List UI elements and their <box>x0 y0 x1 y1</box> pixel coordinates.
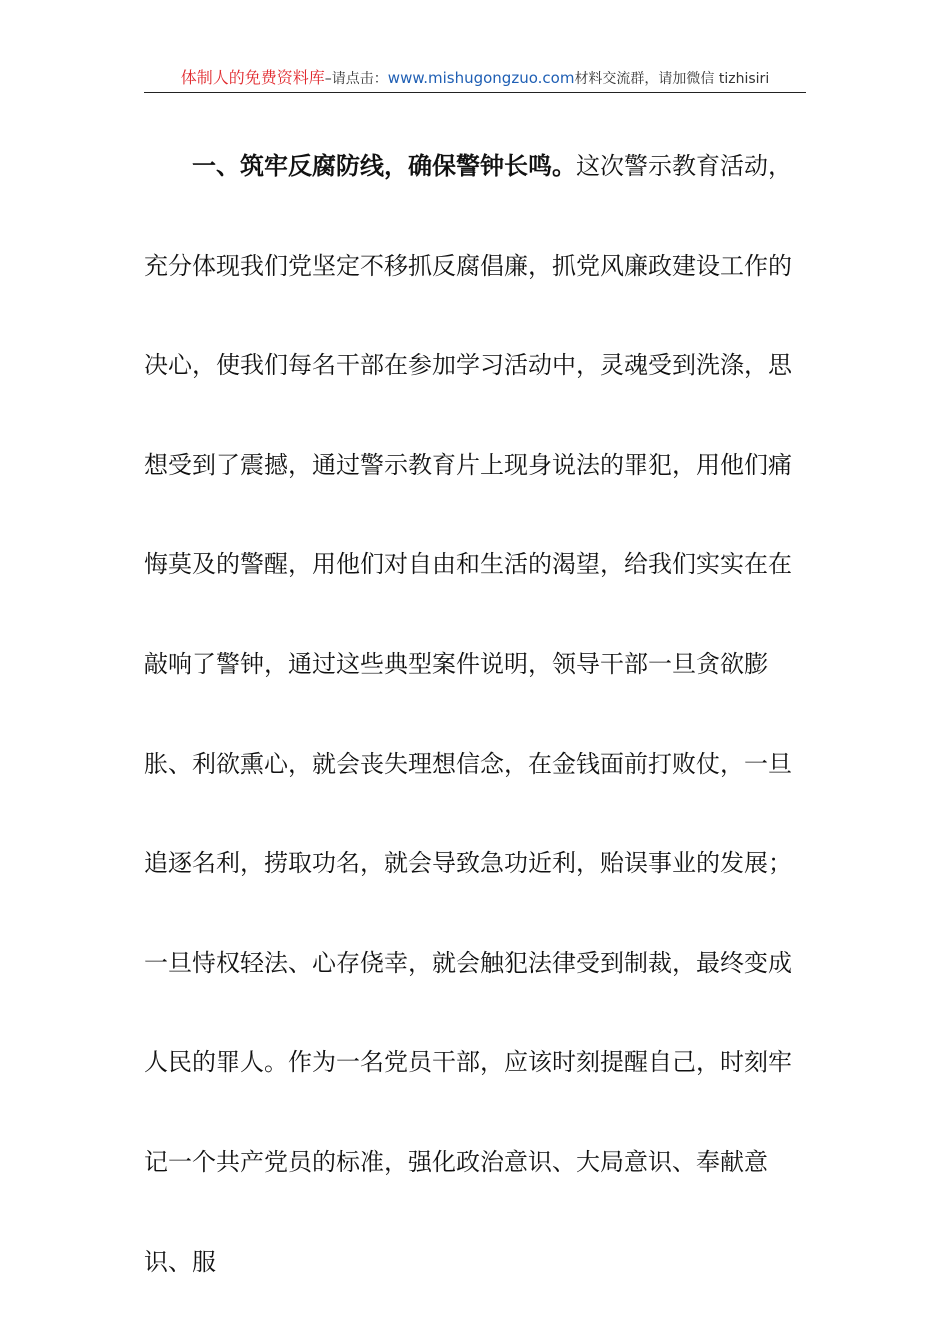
header-cta-text: –请点击： <box>324 71 388 87</box>
header-wechat-note: 材料交流群，请加微信 tizhisiri <box>574 71 770 87</box>
section-heading: 一、筑牢反腐防线，确保警钟长鸣。 <box>192 152 576 180</box>
paragraph-text: 这次警示教育活动，充分体现我们党坚定不移抓反腐倡廉，抓党风廉政建设工作的决心，使我们每名干部在参加学习活动中，灵魂受到洗涤，思想受到了震撼，通过警示教育片上现身说法的罪犯，用他们痛悔莫及的警醒，用他们对自由和生活的渴望，给我们实实在在敲响了警钟，通过这些典型案件说明，领导干部一旦贪欲膨胀、利欲熏心，就会丧失理想信念，在金钱面前打败仗，一旦追逐名利，捞取功名，就会导致急功近利，贻误事业的发展；一旦恃权轻法、心存侥幸，就会触犯法律受到制裁，最终变成人民的罪人。作为一名党员干部，应该时刻提醒自己，时刻牢记一个共产党员的标准，强化政治意识、大局意识、奉献意识、服 <box>144 152 792 1276</box>
site-url-link[interactable]: www.mishugongzuo.com <box>387 69 575 87</box>
site-name: 体制人的免费资料库 <box>180 68 325 87</box>
document-paragraph <box>144 117 808 1312</box>
page-header <box>144 64 806 93</box>
